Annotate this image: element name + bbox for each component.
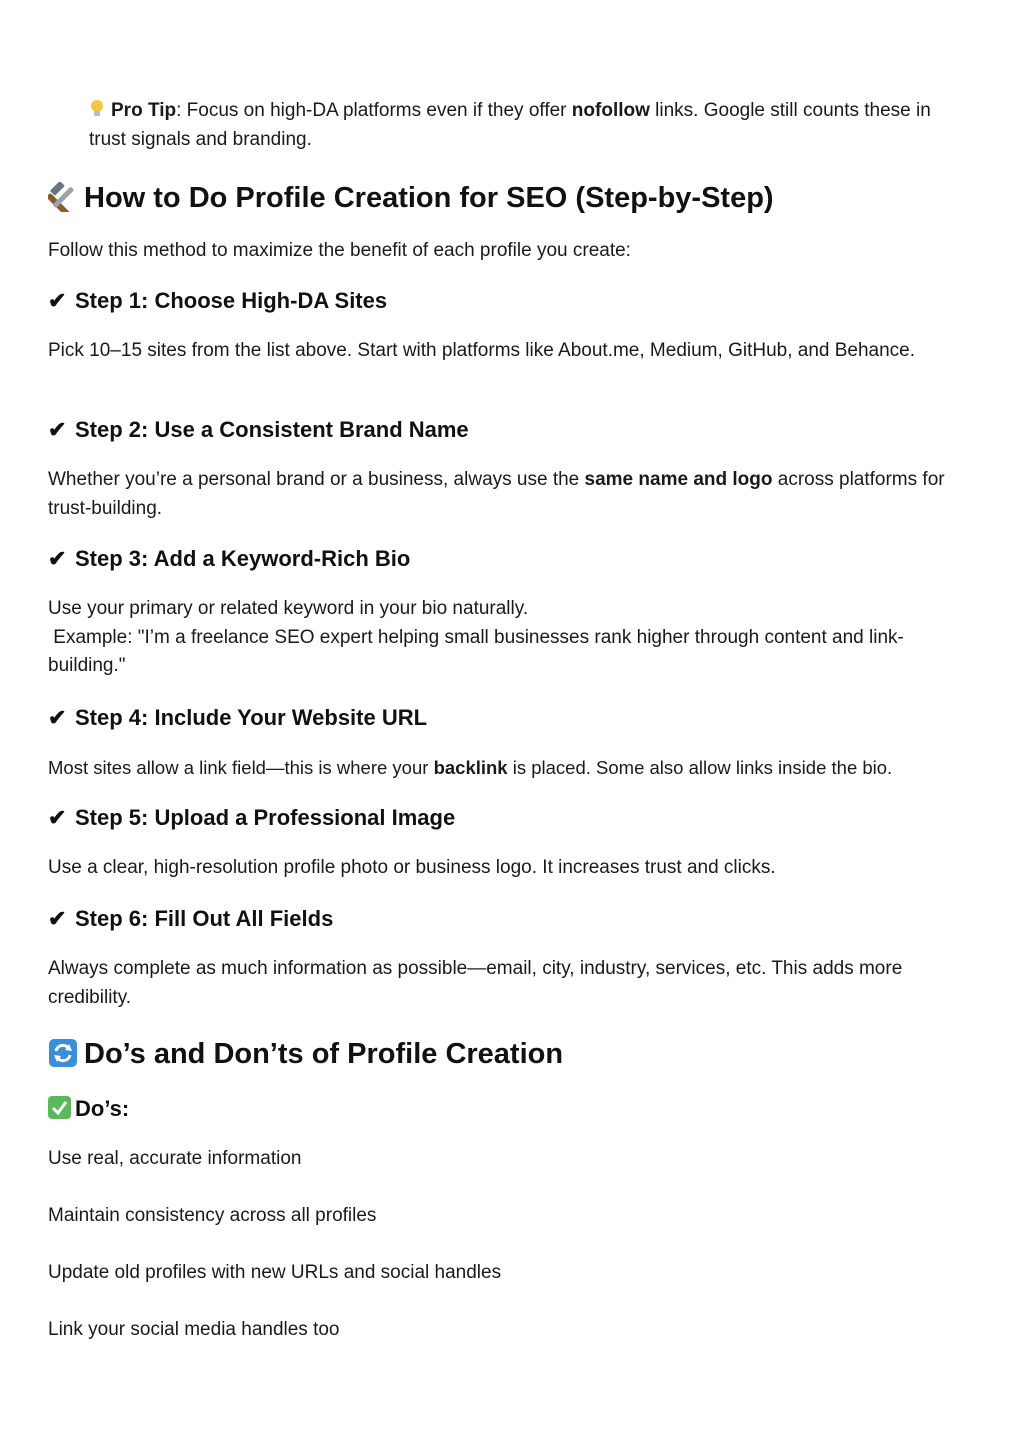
section-heading-dos-donts: Do’s and Don’ts of Profile Creation [48,1036,972,1077]
step-1-heading: ✔ Step 1: Choose High-DA Sites [48,286,972,316]
nofollow-term: nofollow [571,100,650,121]
step-4-body: Most sites allow a link field—this is where your backlink is placed. Some also allow links inside the bio. [48,757,893,778]
step-5-heading: ✔ Step 5: Upload a Professional Image [48,803,972,833]
dos-item: Maintain consistency across all profiles [48,1205,377,1226]
step-1-body: Pick 10–15 sites from the list above. Start with platforms like About.me, Medium, GitHub, and Behance. [48,340,916,361]
step-6-body: Always complete as much information as possible—email, city, industry, services, etc. This adds more credibility. [48,958,903,1008]
section-intro: Follow this method to maximize the benefit of each profile you create: [48,240,631,261]
heavy-check-mark-icon: ✔ [48,805,67,830]
pro-tip: Pro Tip: Focus on high-DA platforms even if they offer nofollow links. Google still counts these in trust signals and branding. [89,100,931,150]
heavy-check-mark-icon: ✔ [48,417,67,442]
counterclockwise-arrows-icon [48,1038,78,1077]
heavy-check-mark-icon: ✔ [48,705,67,730]
step-2-heading: ✔ Step 2: Use a Consistent Brand Name [48,415,972,445]
heavy-check-mark-icon: ✔ [48,546,67,571]
step-3-body: Use your primary or related keyword in your bio naturally. Example: "I’m a freelance SEO expert helping small businesses rank higher through content and link-building." [48,598,904,676]
section-heading-how-to: How to Do Profile Creation for SEO (Step-by-Step) [48,180,972,221]
step-3-heading: ✔ Step 3: Add a Keyword-Rich Bio [48,544,972,574]
white-check-mark-button-icon [48,1096,71,1127]
step-4-heading: ✔ Step 4: Include Your Website URL [48,703,972,733]
pro-tip-label: Pro Tip [111,100,177,121]
hammer-wrench-icon [48,182,78,221]
dos-item: Link your social media handles too [48,1319,340,1340]
step-6-heading: ✔ Step 6: Fill Out All Fields [48,904,972,934]
dos-item: Use real, accurate information [48,1148,302,1169]
step-2-body: Whether you’re a personal brand or a business, always use the same name and logo across platforms for trust-building. [48,469,945,519]
dos-item: Update old profiles with new URLs and social handles [48,1262,502,1283]
heavy-check-mark-icon: ✔ [48,288,67,313]
step-5-body: Use a clear, high-resolution profile photo or business logo. It increases trust and clicks. [48,857,776,878]
lightbulb-icon [89,99,105,119]
heavy-check-mark-icon: ✔ [48,906,67,931]
dos-heading: Do’s: [48,1094,972,1127]
